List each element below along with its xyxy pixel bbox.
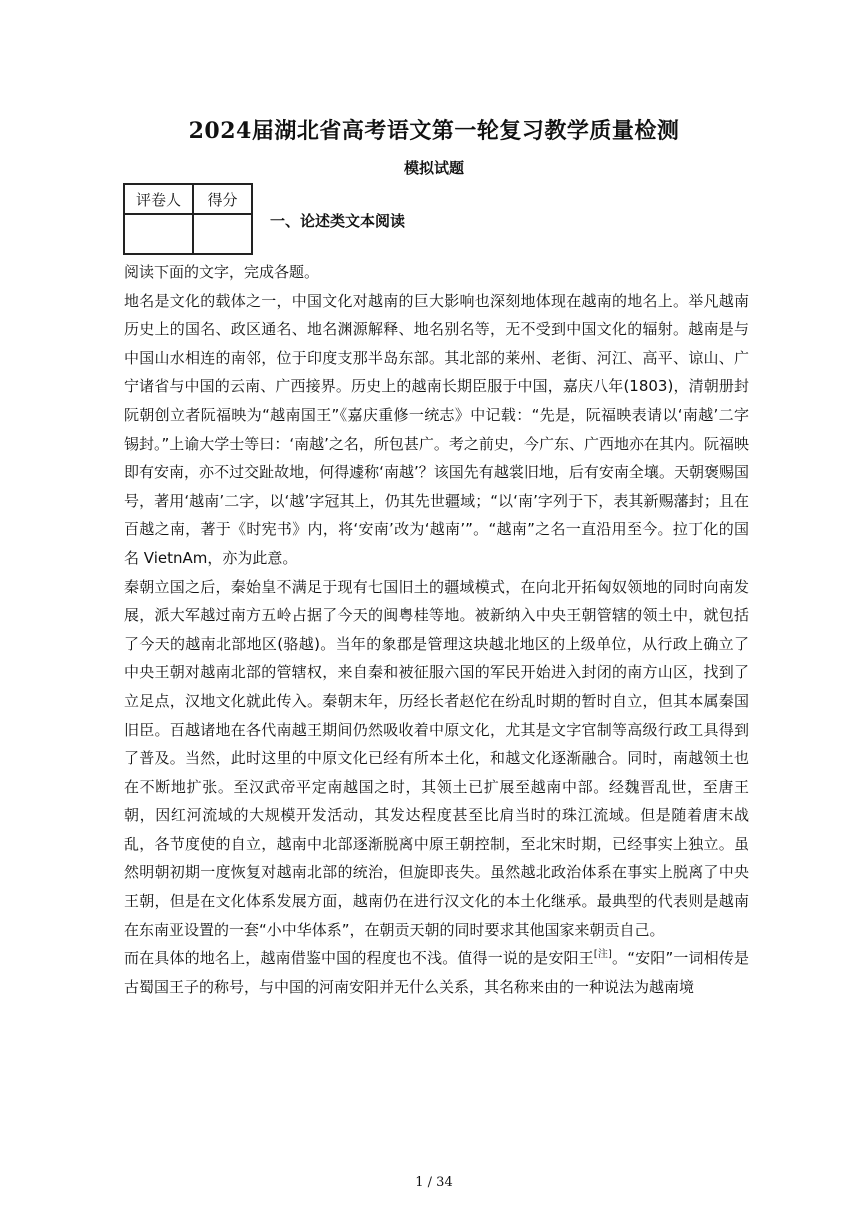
page-number: 1 / 34 xyxy=(415,1175,453,1190)
document-subtitle: 模拟试题 xyxy=(403,159,464,177)
score-cell xyxy=(193,214,252,254)
paragraph-1: 地名是文化的载体之一，中国文化对越南的巨大影响也深刻地体现在越南的地名上。举凡越南历史上的国名、政区通名、地名渊源解释、地名别名等，无不受到中国文化的辐射。越南是与中国山水相连的南邻，位于印度支那半岛东部。其北部的莱州、老街、河江、高平、谅山、广宁诸省与中国的云南、广西接界。历史上的越南长期臣服于中国，嘉庆八年(1803)，清朝册封阮朝创立者阮福映为“越南国王”《嘉庆重修一统志》中记载：“先是，阮福映表请以‘南越’二字锡封。”上谕大学士等曰：‘南越’之名，所包甚广。考之前史，今广东、广西地亦在其内。阮福映即有安南，亦不过交趾故地，何得遽称‘南越’？该国先有越裳旧地，后有安南全壤。天朝褒赐国号，著用‘越南’二字，以‘越’字冠其上，仍其先世疆域；“以‘南’字列于下，表其新赐藩封；且在百越之南，著于《时宪书》内，将‘安南’改为‘越南’”。“越南”之名一直沿用至今。拉丁化的国名 VietnAm，亦为此意。 xyxy=(124,291,749,567)
paragraph-2: 秦朝立国之后，秦始皇不满足于现有七国旧土的疆域模式，在向北开拓匈奴领地的同时向南发展，派大军越过南方五岭占据了今天的闽粤桂等地。被新纳入中央王朝管辖的领土中，就包括了今天的越南北部地区(骆越)。当年的象郡是管理这块越北地区的上级单位，从行政上确立了中央王朝对越南北部的管辖权，来自秦和被征服六国的军民开始进入封闭的南方山区，找到了立足点，汉地文化就此传入。秦朝末年，历经长者赵佗在纷乱时期的暂时自立，但其本属秦国旧臣。百越诸地在各代南越王期间仍然吸收着中原文化，尤其是文字官制等高级行政工具得到了普及。当然，此时这里的中原文化已经有所本土化，和越文化逐渐融合。同时，南越领土也在不断地扩张。至汉武帝平定南越国之时，其领土已扩展至越南中部。经魏晋乱世，至唐王朝，因红河流域的大规模开发活动，其发达程度甚至比肩当时的珠江流域。但是随着唐末战乱，各节度使的自立，越南中北部逐渐脱离中原王朝控制，至北宋时期，已经事实上独立。虽然明朝初期一度恢复对越南北部的统治，但旋即丧失。虽然越北政治体系在事实上脱离了中央王朝，但是在文化体系发展方面，越南仍在进行汉文化的本土化继承。最典型的代表则是越南在东南亚设置的一套“小中华体系”，在朝贡天朝的同时要求其他国家来朝贡自己。 xyxy=(124,577,749,939)
score-table xyxy=(123,183,253,255)
reviewer-header: 评卷人 xyxy=(124,184,193,214)
footnote-marker: [注] xyxy=(593,949,612,961)
article-body xyxy=(124,258,749,1001)
paragraph-3-text-b: 。“安阳”一词相传是古蜀国王子的称号，与中国的河南安阳并无什么关系，其名称来由的一种说法为越南境 xyxy=(124,949,749,996)
section-heading: 一、论述类文本阅读 xyxy=(270,212,406,230)
reviewer-cell xyxy=(124,214,193,254)
score-header: 得分 xyxy=(193,184,252,214)
paragraph-3 xyxy=(124,944,749,1001)
instruction-text: 阅读下面的文字，完成各题。 xyxy=(124,263,320,281)
document-title: 2024届湖北省高考语文第一轮复习教学质量检测 xyxy=(188,118,680,144)
paragraph-3-text-a: 而在具体的地名上，越南借鉴中国的程度也不浅。值得一说的是安阳王 xyxy=(124,949,594,968)
